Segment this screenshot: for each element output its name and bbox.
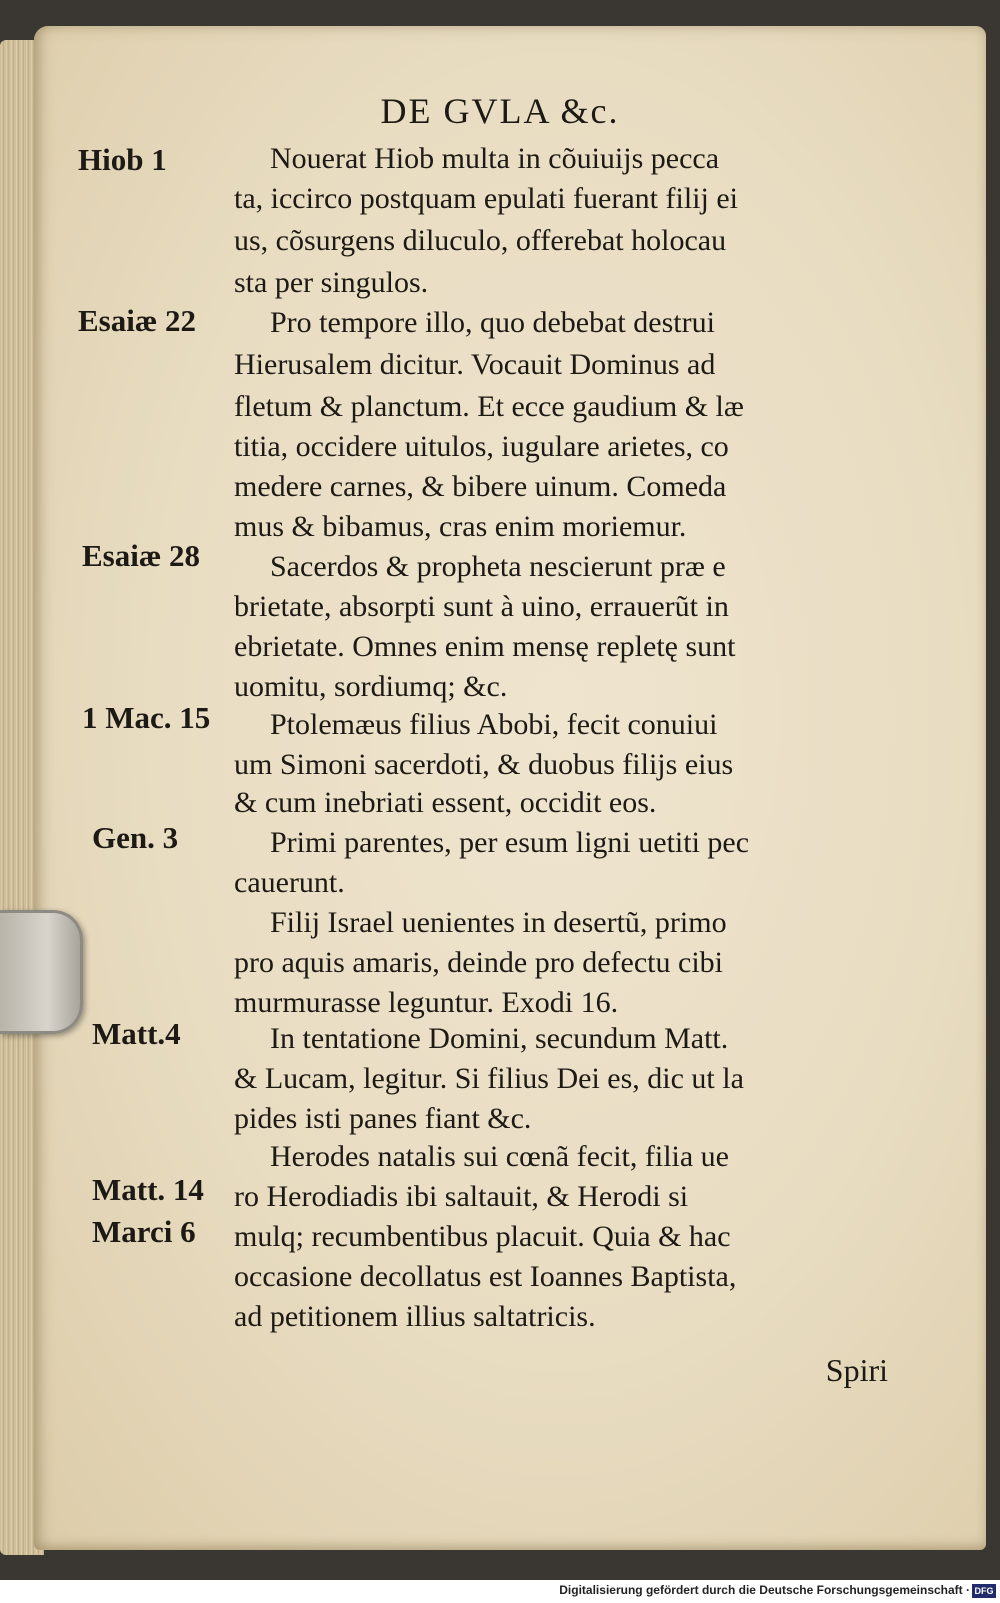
- binder-clip: [0, 910, 83, 1034]
- margin-ref: Matt. 14: [92, 1172, 204, 1207]
- running-head: DE GVLA &c.: [380, 91, 620, 131]
- margin-ref: 1 Mac. 15: [82, 700, 211, 735]
- text-line: Ptolemæus filius Abobi, fecit conuiui: [270, 708, 718, 741]
- text-line: Hierusalem dicitur. Vocauit Dominus ad: [234, 348, 716, 381]
- margin-ref: Esaiæ 28: [82, 538, 200, 573]
- margin-ref: Matt.4: [92, 1016, 181, 1051]
- text-line: pides isti panes fiant &c.: [234, 1102, 532, 1135]
- text-line: brietate, absorpti sunt à uino, errauerũt in: [234, 590, 729, 623]
- text-line: cauerunt.: [234, 866, 345, 899]
- digitization-footer: [0, 1580, 1000, 1603]
- text-line: ebrietate. Omnes enim mensę repletę sunt: [234, 630, 736, 663]
- margin-ref: Marci 6: [92, 1214, 196, 1249]
- text-line: fletum & planctum. Et ecce gaudium & læ: [234, 390, 744, 423]
- text-line: titia, occidere uitulos, iugulare arietes, co: [234, 430, 729, 463]
- text-line: & cum inebriati essent, occidit eos.: [234, 786, 657, 819]
- text-line: mulq; recumbentibus placuit. Quia & hac: [234, 1220, 731, 1253]
- text-line: us, cõsurgens diluculo, offerebat holocau: [234, 224, 727, 257]
- text-line: Pro tempore illo, quo debebat destrui: [270, 306, 715, 339]
- text-line: um Simoni sacerdoti, & duobus filijs eius: [234, 748, 734, 781]
- text-line: Herodes natalis sui cœnã fecit, filia ue: [270, 1140, 729, 1173]
- text-line: occasione decollatus est Ioannes Baptista,: [234, 1260, 737, 1293]
- text-line: ad petitionem illius saltatricis.: [234, 1300, 596, 1333]
- footer-credit: Digitalisierung gefördert durch die Deutsche Forschungsgemeinschaft ·: [559, 1583, 970, 1597]
- margin-ref: Esaiæ 22: [78, 303, 196, 338]
- margin-ref: Hiob 1: [78, 142, 167, 177]
- text-line: sta per singulos.: [234, 266, 429, 299]
- text-line: uomitu, sordiumq; &c.: [234, 670, 508, 703]
- text-line: Primi parentes, per esum ligni uetiti pec: [270, 826, 750, 859]
- text-line: ta, iccirco postquam epulati fuerant filij ei: [234, 182, 738, 215]
- text-line: Nouerat Hiob multa in cõuiuijs pecca: [270, 142, 720, 175]
- text-line: Filij Israel uenientes in desertũ, primo: [270, 906, 727, 939]
- margin-ref: Gen. 3: [92, 820, 179, 855]
- text-line: Sacerdos & propheta nescierunt præ e: [270, 550, 726, 583]
- text-line: mus & bibamus, cras enim moriemur.: [234, 510, 687, 543]
- text-line: medere carnes, & bibere uinum. Comeda: [234, 470, 727, 503]
- dfg-logo-icon: DFG: [972, 1584, 996, 1598]
- text-line: murmurasse leguntur. Exodi 16.: [234, 986, 619, 1019]
- text-line: ro Herodiadis ibi saltauit, & Herodi si: [234, 1180, 689, 1213]
- catchword: Spiri: [825, 1352, 888, 1388]
- text-line: & Lucam, legitur. Si filius Dei es, dic ut la: [234, 1062, 744, 1095]
- text-line: pro aquis amaris, deinde pro defectu cibi: [234, 946, 723, 979]
- text-line: In tentatione Domini, secundum Matt.: [270, 1022, 729, 1055]
